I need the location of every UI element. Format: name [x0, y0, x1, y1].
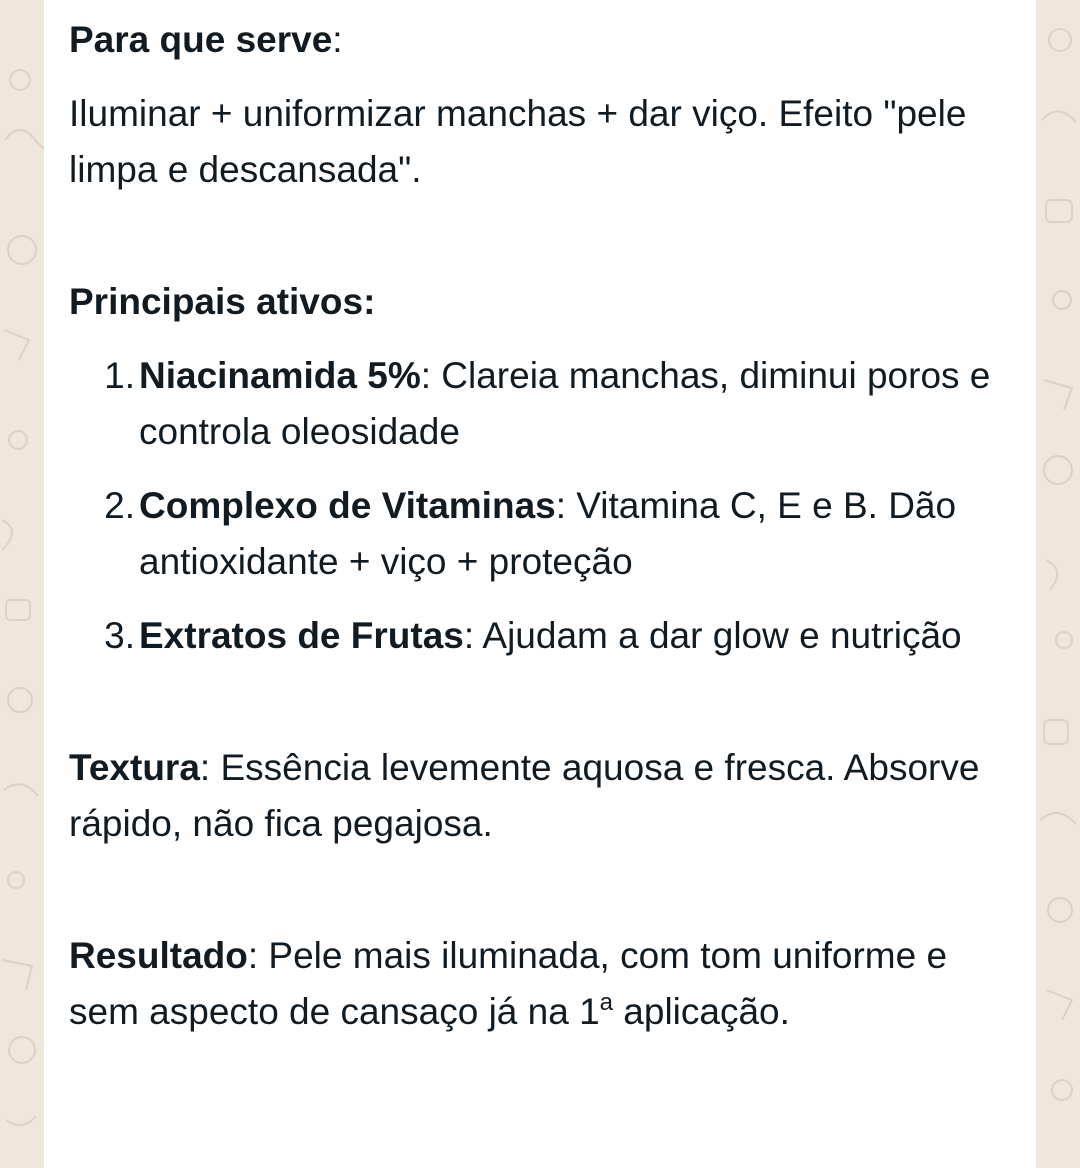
list-item-number: 1. [104, 355, 135, 396]
resultado-label: Resultado [69, 935, 248, 976]
list-item [69, 348, 1012, 460]
resultado-ordinal: a [599, 989, 614, 1016]
active-description: : Clareia manchas, diminui poros e controla oleosidade [139, 355, 991, 452]
active-name: Niacinamida 5% [139, 355, 421, 396]
resultado-text: : Pele mais iluminada, com tom uniforme e sem aspecto de cansaço já na 1 [69, 935, 948, 1032]
resultado-text-end: aplicação. [613, 991, 790, 1032]
list-item [69, 608, 1012, 664]
active-description: : Vitamina C, E e B. Dão antioxidante + viço + proteção [139, 485, 957, 582]
list-item-number: 3. [104, 615, 135, 656]
principais-ativos-heading [69, 274, 1012, 330]
active-name: Complexo de Vitaminas [139, 485, 556, 526]
resultado-paragraph [69, 928, 1012, 1040]
list-item-number: 2. [104, 485, 135, 526]
active-name: Extratos de Frutas [139, 615, 464, 656]
textura-label: Textura [69, 747, 200, 788]
message-bubble [44, 0, 1036, 1168]
principais-ativos-label: Principais ativos: [69, 281, 376, 322]
textura-paragraph [69, 740, 1012, 852]
para-que-serve-label: Para que serve [69, 19, 333, 60]
para-que-serve-heading: Para que serve: [69, 19, 343, 60]
textura-text: : Essência levemente aquosa e fresca. Absorve rápido, não fica pegajosa. [69, 747, 980, 844]
list-item [69, 478, 1012, 590]
para-que-serve-text: Iluminar + uniformizar manchas + dar viço. Efeito "pele limpa e descansada". [69, 93, 967, 190]
actives-list [69, 348, 1012, 664]
active-description: : Ajudam a dar glow e nutrição [463, 615, 962, 656]
